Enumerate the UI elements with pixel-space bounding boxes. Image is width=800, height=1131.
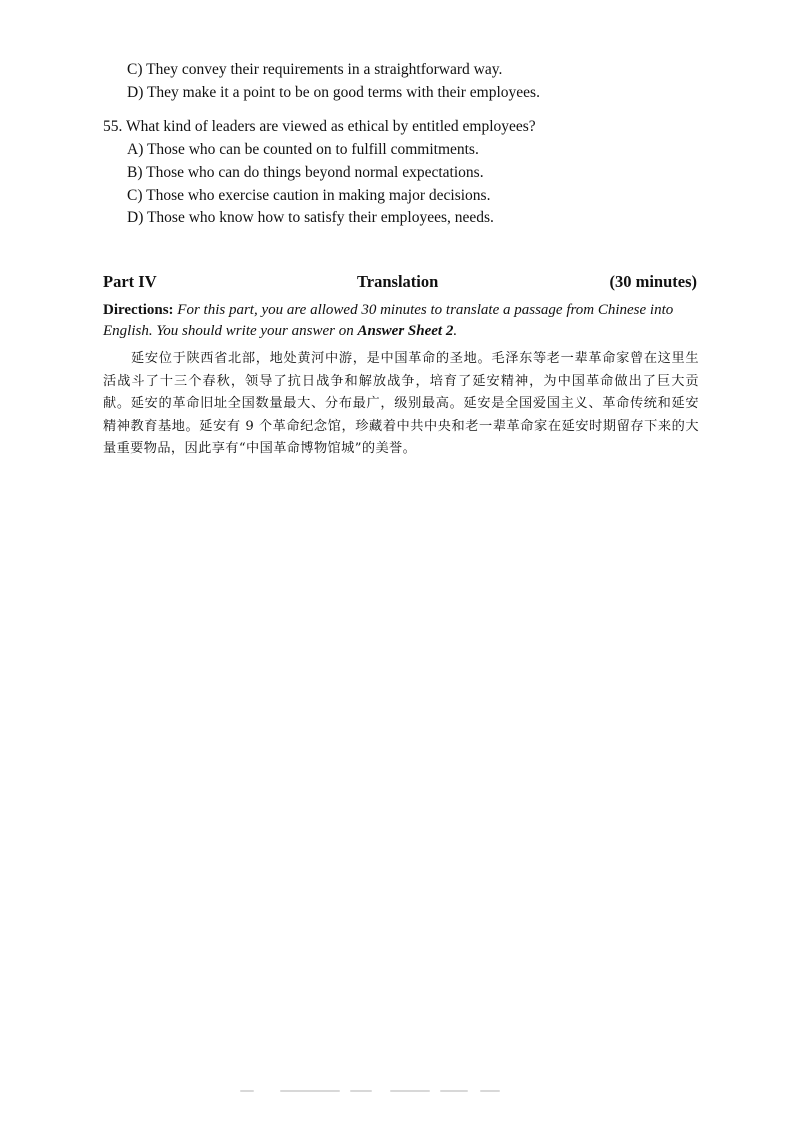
part-number: Part IV bbox=[103, 272, 157, 291]
faint-footer-marks bbox=[240, 1088, 540, 1094]
directions-end: . bbox=[453, 323, 458, 339]
translation-passage: 延安位于陕西省北部，地处黄河中游，是中国革命的圣地。毛泽东等老一辈革命家曾在这里生活战斗了十三个春秋，领导了抗日战争和解放战争，培育了延安精神，为中国革命做出了巨大贡献。延安的革命旧址全国数量最大、分布最广，级别最高。延安是全国爱国主义、革命传统和延安精神教育基地。延安有 9 个革命纪念馆，珍藏着中共中央和老一辈革命家在延安时期留存下来的大量重要物品，因此享有“中国革命博物馆城”的美誉。 bbox=[103, 351, 699, 456]
q55-option-c: C) Those who exercise caution in making major decisions. bbox=[127, 187, 491, 204]
q55-stem: 55. What kind of leaders are viewed as ethical by entitled employees? bbox=[103, 118, 536, 135]
directions-label: Directions: bbox=[103, 302, 174, 318]
q54-option-d: D) They make it a point to be on good terms with their employees. bbox=[127, 84, 540, 101]
directions bbox=[103, 300, 703, 342]
part-time: (30 minutes) bbox=[609, 272, 697, 291]
q55-option-d: D) Those who know how to satisfy their employees, needs. bbox=[127, 209, 494, 226]
answer-sheet-ref: Answer Sheet 2 bbox=[357, 323, 454, 339]
part-title: Translation bbox=[357, 272, 439, 291]
q55-option-b: B) Those who can do things beyond normal expectations. bbox=[127, 164, 484, 181]
q55-option-a: A) Those who can be counted on to fulfill commitments. bbox=[127, 141, 479, 158]
part-header bbox=[103, 272, 697, 294]
q54-option-c: C) They convey their requirements in a straightforward way. bbox=[127, 61, 503, 78]
directions-text: For this part, you are allowed 30 minutes to translate a passage from Chinese into English. You should write your answer on bbox=[103, 302, 674, 339]
